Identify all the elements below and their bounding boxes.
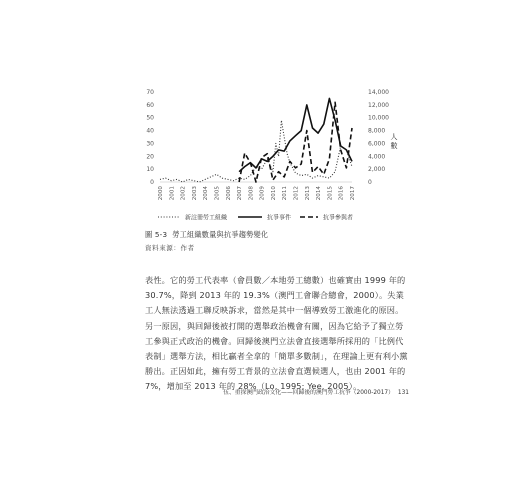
y-left-tick-label: 50 (146, 114, 154, 122)
x-tick-label: 2004 (203, 186, 210, 201)
y-right-tick-label: 8,000 (368, 127, 386, 135)
y-right-tick-label: 12,000 (368, 101, 389, 109)
x-tick-label: 2010 (270, 186, 277, 201)
page-footer (145, 387, 409, 396)
y-right-tick-label: 0 (368, 179, 372, 186)
legend-label-2: 抗爭事件 (267, 214, 292, 222)
figure-number: 圖 5-3 (145, 230, 168, 239)
legend-label-1: 新註冊勞工組織 (185, 214, 228, 222)
y-right-tick-label: 10,000 (368, 114, 389, 122)
legend-label-3: 抗爭參與者 (323, 214, 354, 222)
x-tick-label: 2016 (338, 186, 345, 201)
series-line-1 (160, 120, 352, 182)
chart-axes (146, 89, 397, 200)
figure-source: 資料來源：作者 (145, 244, 195, 252)
x-tick-label: 2014 (316, 186, 323, 201)
x-tick-label: 2007 (237, 186, 244, 201)
y-right-tick-label: 2,000 (368, 166, 386, 174)
x-tick-label: 2008 (248, 186, 255, 201)
chart-legend (158, 214, 353, 222)
x-tick-label: 2013 (304, 186, 311, 201)
x-tick-label: 2011 (282, 186, 289, 201)
y-left-tick-label: 0 (150, 179, 154, 186)
y-left-tick-label: 60 (146, 101, 154, 109)
x-tick-label: 2009 (259, 186, 266, 201)
y-right-axis-label: 數 (390, 142, 398, 150)
y-right-tick-label: 6,000 (368, 140, 386, 148)
x-tick-label: 2001 (169, 186, 176, 201)
chart-series (160, 98, 352, 182)
x-tick-label: 2002 (180, 186, 187, 201)
x-tick-label: 2003 (191, 186, 198, 201)
x-tick-label: 2012 (293, 186, 300, 201)
y-right-axis-label: 人 (390, 133, 398, 141)
figure-title: 勞工組織數量與抗爭趨勢變化 (172, 230, 269, 239)
y-left-tick-label: 20 (146, 153, 154, 161)
figure-chart (0, 0, 520, 230)
y-left-tick-label: 10 (146, 166, 154, 174)
y-right-tick-label: 4,000 (368, 153, 386, 161)
y-left-tick-label: 30 (146, 140, 154, 148)
y-left-tick-label: 70 (146, 89, 154, 96)
x-tick-label: 2006 (225, 186, 232, 201)
page-number: 131 (397, 390, 409, 396)
figure-caption (145, 230, 268, 240)
y-right-tick-label: 14,000 (368, 89, 389, 96)
y-left-tick-label: 40 (146, 127, 154, 135)
x-tick-label: 2017 (350, 186, 356, 201)
x-tick-label: 2000 (158, 186, 164, 201)
line-chart (0, 0, 520, 230)
body-paragraph: 表性。它的勞工代表率（會員數／本地勞工總數）也確實由 1999 年的 30.7%，降到 2013 年的 19.3%（澳門工會聯合總會，2000）。失業工人無法透過工聯反映訴求，當然是其中一個導致勞工激進化的原因。另一原因，與回歸後被打開的選舉政治機會有關，因為它給予了獨立勞工參與正式政治的機會。回歸後澳門立法會直接選舉所採用的「比例代表制」選舉方法，相比贏者全拿的「簡單多數制」，在理論上更有利小黨勝出。正因如此，擁有勞工背景的立法會直選候選人，也由 2001 年的 7%，增加至 2013 年的 28%（Lo, 1995; Yee, 2005）。 (145, 275, 408, 392)
x-tick-label: 2015 (327, 186, 334, 201)
running-footer-title: 伍、重探澳門政治文化——回歸後的澳門勞工抗爭（2000-2017） (223, 390, 394, 396)
x-tick-label: 2005 (214, 186, 221, 201)
